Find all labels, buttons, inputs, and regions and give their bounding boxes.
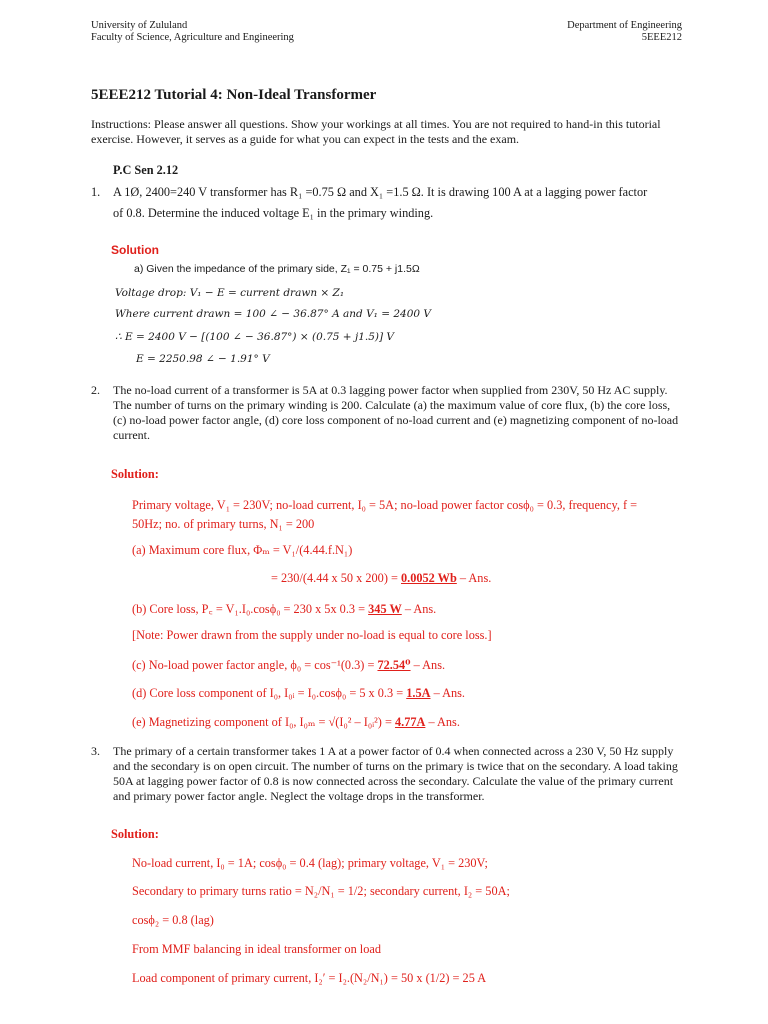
solution-line3: cosϕ₂ = 0.8 (lag) [132, 913, 214, 927]
question-number: 2. [91, 383, 100, 397]
solution-step-a: a) Given the impedance of the primary side, Z₁ = 0.75 + j1.5Ω [134, 263, 420, 275]
given-line1: Primary voltage, V₁ = 230V; no-load current, I₀ = 5A; no-load power factor cosϕ₀ = 0.3, frequency, f = [132, 498, 638, 512]
part-e-calc: (e) Magnetizing component of I₀, I₀ₘ = √(I₀² – I₀ᵢ²) = [132, 715, 395, 729]
question-text: The primary of a certain transformer takes 1 A at a power factor of 0.4 when connected across a 230 V, 50 Hz supply and the secondary is on open circuit. The number of turns on the primary is twice that on the secondary. A load taking 50A at lagging power factor of 0.8 is now connected across the secondary. Calculate the value of the primary current and primary power factor angle. Neglect the voltage drops in the transformer. [113, 744, 678, 803]
part-e [132, 715, 460, 730]
part-b-suffix: – Ans. [401, 602, 437, 616]
part-b-answer: 345 W [368, 602, 402, 616]
part-a-suffix: – Ans. [456, 571, 492, 585]
equation-voltage-drop: Voltage drop: V₁ − E = current drawn × Z₁ [115, 287, 345, 299]
solution-line4: From MMF balancing in ideal transformer on load [132, 942, 381, 956]
question-text: The no-load current of a transformer is 5A at 0.3 lagging power factor when supplied from 230V, 50 Hz AC supply. The number of turns on the primary winding is 200. Calculate (a) the maximum value of core flux, (b) the core loss, (c) no-load power factor angle, (d) core loss component of no-load current and (e) magnetizing component of no-load current. [113, 383, 679, 442]
part-b-calc: (b) Core loss, P꜀ = V₁.I₀.cosϕ₀ = 230 x 5x 0.3 = [132, 602, 369, 616]
institution-header [91, 20, 294, 44]
question-1 [91, 182, 691, 224]
part-c [132, 657, 445, 673]
part-a-answer: 0.0052 Wb [401, 571, 457, 585]
source-reference: P.C Sen 2.12 [113, 163, 179, 177]
part-d-suffix: – Ans. [430, 686, 466, 700]
part-a-calc: = 230/(4.44 x 50 x 200) = [271, 571, 401, 585]
instructions: Instructions: Please answer all questions. Show your workings at all times. You are not required to hand-in this tutorial exercise. However, it serves as a guide for what you can expect in the tests and the exam. [91, 117, 661, 146]
question-text-line2: of 0.8. Determine the induced voltage E₁ in the primary winding. [113, 206, 434, 220]
part-b [132, 600, 436, 617]
university-name: University of Zululand [91, 20, 188, 31]
solution-label: Solution: [111, 467, 159, 481]
question-2 [91, 383, 686, 443]
solution-line1: No-load current, I₀ = 1A; cosϕ₀ = 0.4 (lag); primary voltage, V₁ = 230V; [132, 856, 488, 870]
part-c-suffix: – Ans. [410, 658, 446, 672]
question-number: 3. [91, 744, 100, 758]
note: [Note: Power drawn from the supply under no-load is equal to core loss.] [132, 628, 492, 642]
department-name: Department of Engineering [567, 20, 682, 31]
equation-result: E = 2250.98 ∠ − 1.91° V [136, 353, 270, 365]
equation-current: Where current drawn = 100 ∠ − 36.87° A and V₁ = 2400 V [115, 308, 431, 320]
part-e-suffix: – Ans. [425, 715, 460, 729]
faculty-name: Faculty of Science, Agriculture and Engineering [91, 32, 294, 43]
solution-line5: Load component of primary current, I₂′ = I₂.(N₂/N₁) = 50 x (1/2) = 25 A [132, 971, 487, 985]
part-c-calc: (c) No-load power factor angle, ϕ₀ = cos⁻¹(0.3) = [132, 658, 378, 672]
part-a-result [271, 571, 491, 586]
part-d [132, 686, 465, 701]
part-e-answer: 4.77A [394, 715, 426, 729]
part-c-answer: 72.54⁰ [377, 658, 411, 672]
solution-label: Solution: [111, 827, 159, 841]
equation-induced-voltage: ∴ E = 2400 V − [(100 ∠ − 36.87°) × (0.75 + j1.5)] V [115, 331, 395, 343]
question-number: 1. [91, 185, 101, 199]
part-a-formula: (a) Maximum core flux, Φₘ = V₁/(4.44.f.N₁) [132, 543, 353, 557]
question-text-line1: A 1Ø, 2400=240 V transformer has R₁ =0.75 Ω and X₁ =1.5 Ω. It is drawing 100 A at a lagging power factor [113, 185, 648, 199]
solution-label: Solution [111, 243, 159, 257]
page-title: 5EEE212 Tutorial 4: Non-Ideal Transformer [91, 87, 377, 103]
part-d-answer: 1.5A [406, 686, 431, 700]
question-3 [91, 744, 686, 804]
course-code: 5EEE212 [641, 32, 682, 43]
solution-line2: Secondary to primary turns ratio = N₂/N₁ = 1/2; secondary current, I₂ = 50A; [132, 884, 510, 898]
given-line2: 50Hz; no. of primary turns, N₁ = 200 [132, 517, 315, 531]
department-header [567, 20, 682, 44]
given-values [132, 496, 692, 534]
part-d-calc: (d) Core loss component of I₀, I₀ᵢ = I₀.cosϕ₀ = 5 x 0.3 = [132, 686, 407, 700]
